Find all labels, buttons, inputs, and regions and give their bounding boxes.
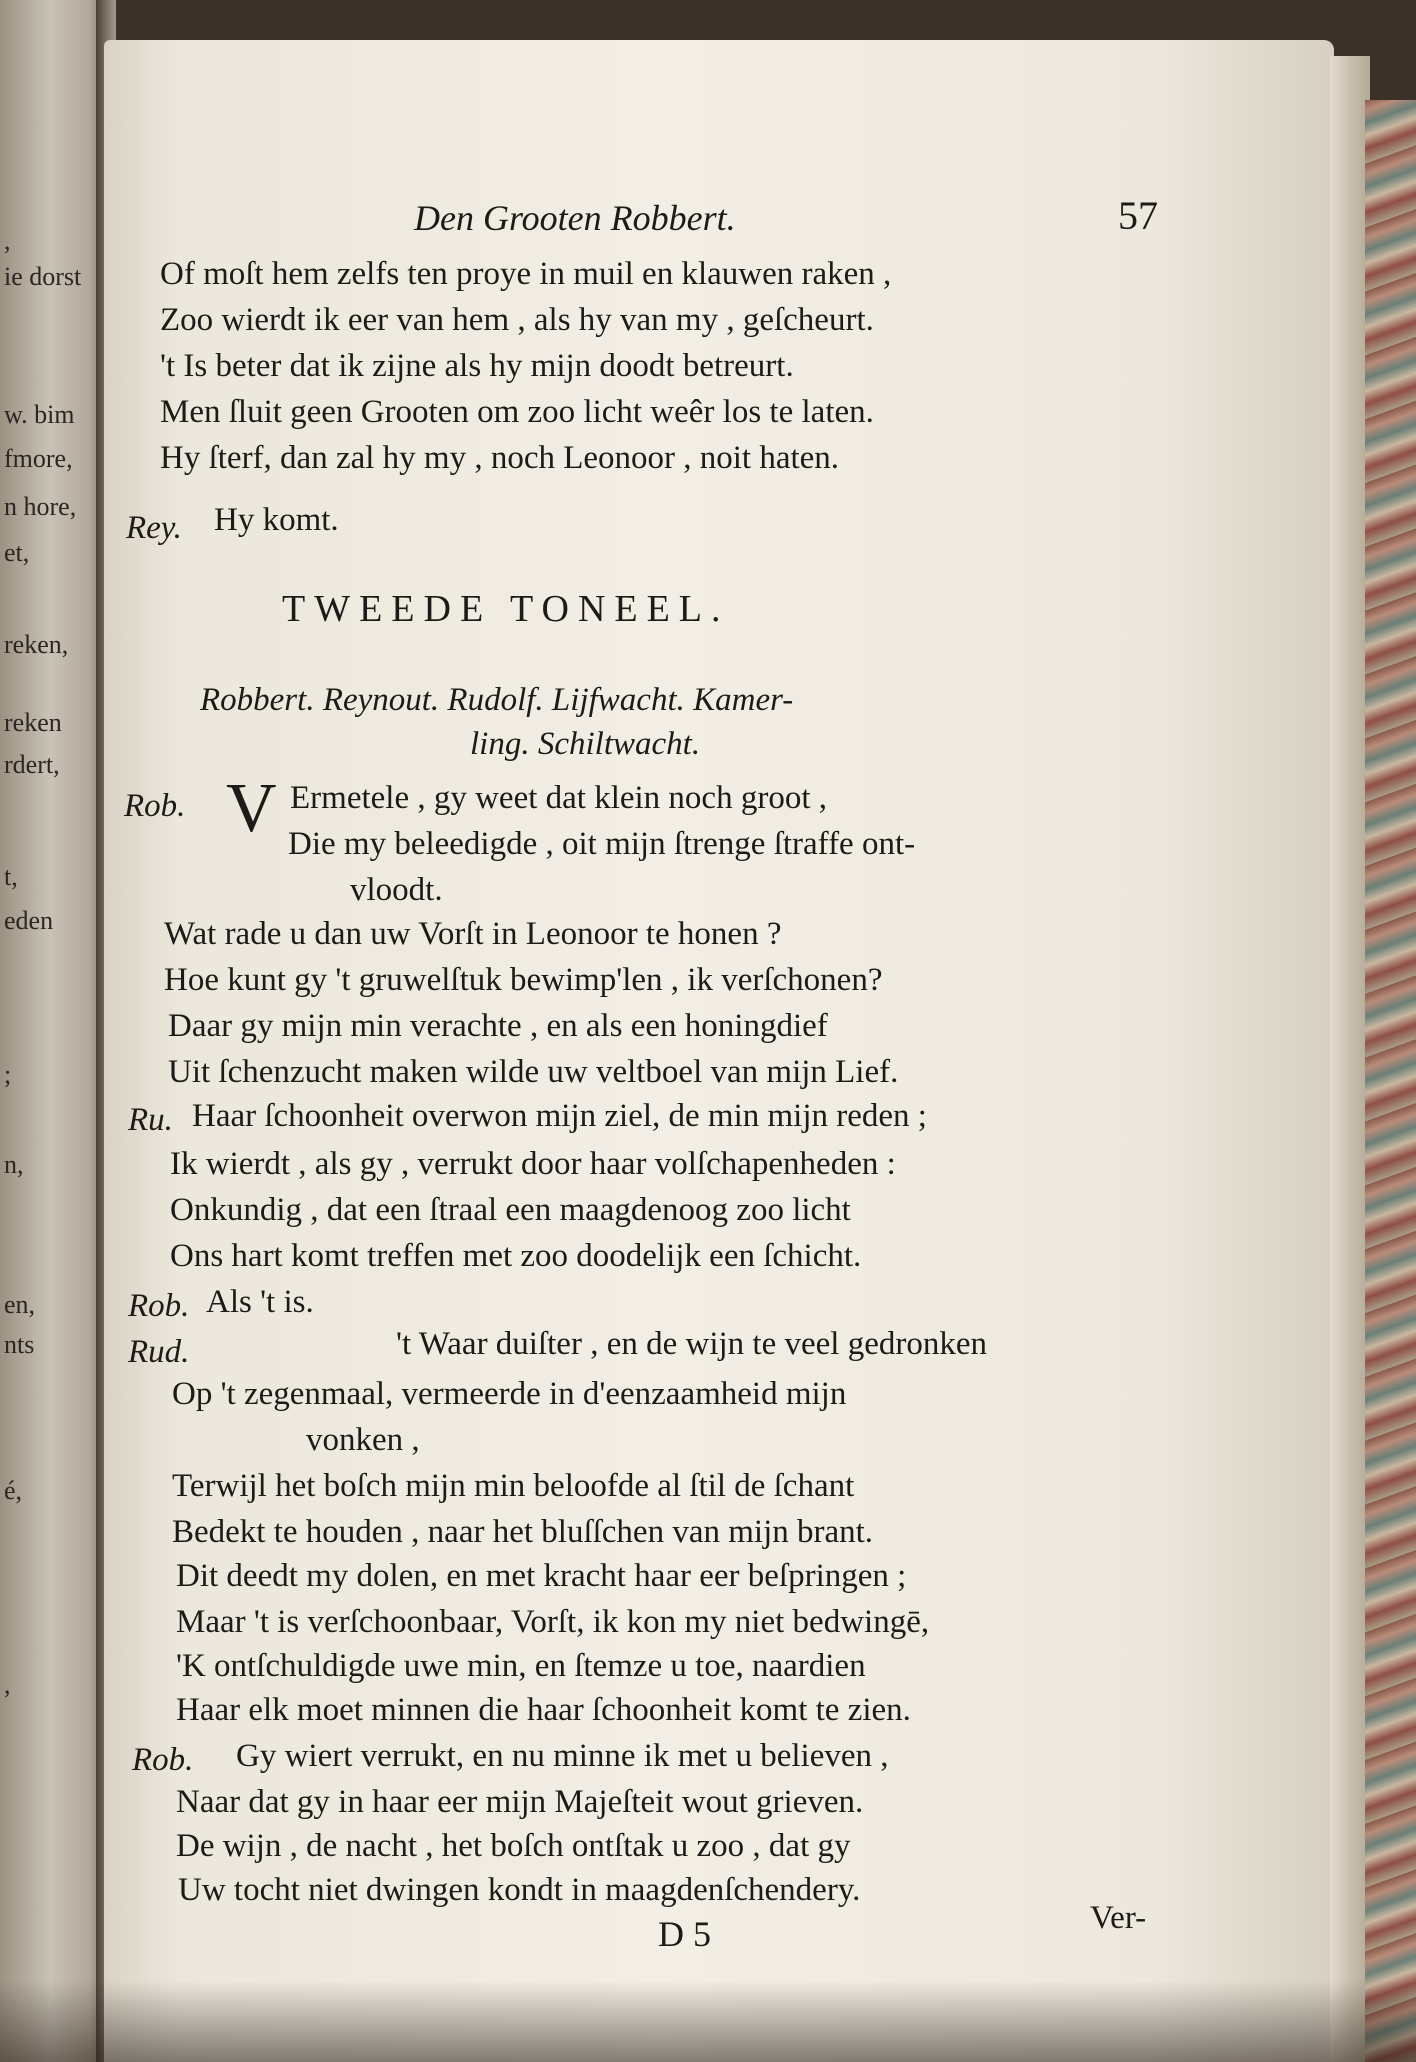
verse-line: Hy komt. [214,502,339,538]
verse-line: Zoo wierdt ik eer van hem , als hy van my , geſcheurt. [160,302,874,338]
verse-line: Naar dat gy in haar eer mijn Majeſteit wout grieven. [176,1784,864,1820]
drop-cap: V [226,770,277,847]
left-page-fragment: et, [4,538,30,567]
left-page-fragment: n hore, [4,492,77,521]
left-page-fragment: ie dorst [4,262,82,291]
left-page-fragment: , [4,1670,11,1699]
cast-list: Robbert. Reynout. Rudolf. Lijfwacht. Kamer- [200,682,794,718]
verse-line: De wijn , de nacht , het boſch ontſtak u zoo , dat gy [176,1828,851,1864]
verse-line: Uw tocht niet dwingen kondt in maagdenſchendery. [178,1872,861,1908]
marbled-cover [1365,100,1416,2062]
signature-mark: D 5 [658,1914,711,1954]
verse-line: Onkundig , dat een ſtraal een maagdenoog zoo licht [170,1192,851,1228]
verse-line: Terwijl het boſch mijn min beloofde al ſtil de ſchant [172,1468,855,1504]
verse-line: 'K ontſchuldigde uwe min, en ſtemze u toe, naardien [176,1648,866,1684]
verse-line: 't Waar duiſter , en de wijn te veel gedronken [396,1326,987,1362]
speaker-name: Rud. [128,1334,190,1370]
verse-line: Haar elk moet minnen die haar ſchoonheit komt te zien. [176,1692,911,1728]
verse-line: Of moſt hem zelfs ten proye in muil en klauwen raken , [160,256,892,292]
left-page-fragment: nts [4,1330,35,1359]
verse-line: Dit deedt my dolen, en met kracht haar eer beſpringen ; [176,1558,907,1594]
verse-line: Men ſluit geen Grooten om zoo licht weêr los te laten. [160,394,874,430]
verse-line: Ons hart komt treffen met zoo doodelijk een ſchicht. [170,1238,862,1274]
left-page-fragment: é, [4,1476,23,1505]
verse-line: Als 't is. [206,1284,314,1320]
left-page-fragment: fmore, [4,444,73,473]
left-page-fragment: rdert, [4,750,60,779]
verse-line: Ermetele , gy weet dat klein noch groot , [290,780,827,816]
left-page-fragment: reken, [4,630,69,659]
page-edges [1330,56,1370,2062]
left-page-fragment: w. bim [4,400,75,429]
running-title: Den Grooten Robbert. [414,198,736,238]
verse-line: Hoe kunt gy 't gruwelſtuk bewimp'len , ik verſchonen? [164,962,883,998]
verse-line: vloodt. [350,872,443,908]
speaker-name: Rob. [128,1288,190,1324]
left-page-fragment: t, [4,862,18,891]
verse-line: Ik wierdt , als gy , verrukt door haar volſchapenheden : [170,1146,896,1182]
left-page-fragment: en, [4,1290,36,1319]
left-page-fragment: reken [4,708,62,737]
verse-line: Bedekt te houden , naar het bluſſchen van mijn brant. [172,1514,874,1550]
verse-line: Die my beleedigde , oit mijn ſtrenge ſtraffe ont- [288,826,916,862]
verse-line: 't Is beter dat ik zijne als hy mijn doodt betreurt. [160,348,794,384]
scene-heading: TWEEDE TONEEL. [282,588,730,630]
left-page-fragment: eden [4,906,54,935]
left-page-fragment: ; [4,1060,12,1089]
verse-line: Uit ſchenzucht maken wilde uw veltboel van mijn Lief. [168,1054,899,1090]
verse-line: Hy ſterf, dan zal hy my , noch Leonoor , noit haten. [160,440,840,476]
verse-line: vonken , [306,1422,420,1458]
verse-line: Gy wiert verrukt, en nu minne ik met u believen , [236,1738,889,1774]
speaker-name: Rey. [126,510,182,546]
cast-list: ling. Schiltwacht. [470,726,701,762]
page-number: 57 [1118,193,1158,238]
verse-line: Wat rade u dan uw Vorſt in Leonoor te honen ? [164,916,782,952]
verse-line: Op 't zegenmaal, vermeerde in d'eenzaamheid mijn [172,1376,847,1412]
left-page-fragment: , [4,226,11,255]
speaker-name: Rob. [124,788,186,824]
bottom-shadow [0,1980,1416,2062]
verse-line: Haar ſchoonheit overwon mijn ziel, de min mijn reden ; [192,1098,927,1134]
verse-line: Daar gy mijn min verachte , en als een honingdief [168,1008,828,1044]
speaker-name: Rob. [132,1742,194,1778]
left-page-fragment: n, [4,1150,24,1179]
speaker-name: Ru. [128,1102,173,1138]
verse-line: Maar 't is verſchoonbaar, Vorſt, ik kon my niet bedwingē, [176,1604,930,1640]
catchword: Ver- [1090,1900,1147,1936]
